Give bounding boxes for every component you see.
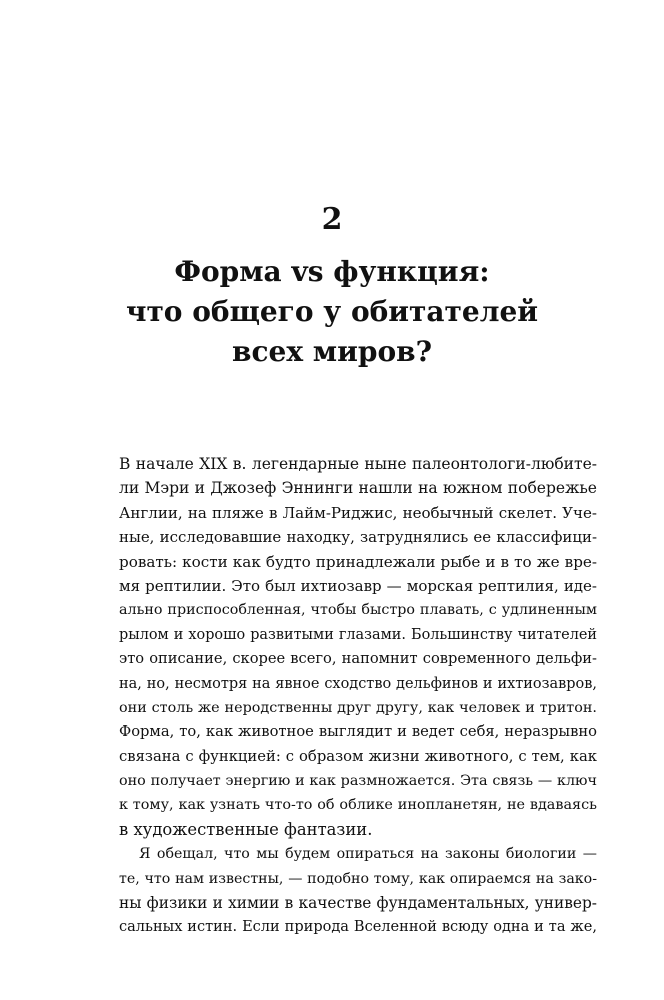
text-line: рылом и хорошо развитыми глазами. Большинству читателей (119, 626, 597, 643)
text-line: оно получает энергию и как размножается. Эта связь — ключ (119, 773, 597, 790)
text-line: ные, исследовавшие находку, затруднялись ее классифици- (119, 528, 597, 547)
chapter-title-line: Форма vs функция: (174, 255, 490, 288)
text-line: мя рептилии. Это был ихтиозавр — морская рептилия, иде- (119, 576, 597, 595)
text-line: Я обещал, что мы будем опираться на законы биологии — (139, 846, 597, 863)
text-line: они столь же неродственны друг другу, как человек и тритон. (119, 699, 597, 716)
text-line: ли Мэри и Джозеф Эннинги нашли на южном побережье (119, 479, 597, 498)
text-line: В начале XIX в. легендарные ныне палеонтологи-любите- (119, 455, 597, 473)
text-line: это описание, скорее всего, напомнит современного дельфи- (119, 650, 597, 668)
text-line: сальных истин. Если природа Вселенной всюду одна и та же, (119, 919, 597, 936)
text-line: те, что нам известны, — подобно тому, как опираемся на зако- (119, 870, 597, 887)
text-line: ны физики и химии в качестве фундаментальных, универ- (119, 894, 597, 913)
chapter-title (0, 252, 664, 372)
chapter-title-line: что общего у обитателей (125, 295, 539, 328)
text-line: ровать: кости как будто принадлежали рыбе и в то же вре- (119, 552, 597, 571)
chapter-title-line: всех миров? (232, 335, 432, 368)
text-line: ально приспособленная, чтобы быстро плавать, с удлиненным (119, 602, 597, 619)
text-line: Форма, то, как животное выглядит и ведет себя, неразрывно (119, 723, 597, 741)
body-text (119, 452, 597, 940)
text-line: Англии, на пляже в Лайм-Риджис, необычный скелет. Уче- (119, 503, 597, 522)
text-line: на, но, несмотря на явное сходство дельфинов и ихтиозавров, (119, 675, 597, 692)
text-line: в художественные фантазии. (119, 819, 373, 839)
text-line: к тому, как узнать что-то об облике инопланетян, не вдаваясь (119, 797, 597, 814)
chapter-number: 2 (321, 202, 343, 237)
text-line: связана с функцией: с образом жизни животного, с тем, как (119, 747, 597, 765)
